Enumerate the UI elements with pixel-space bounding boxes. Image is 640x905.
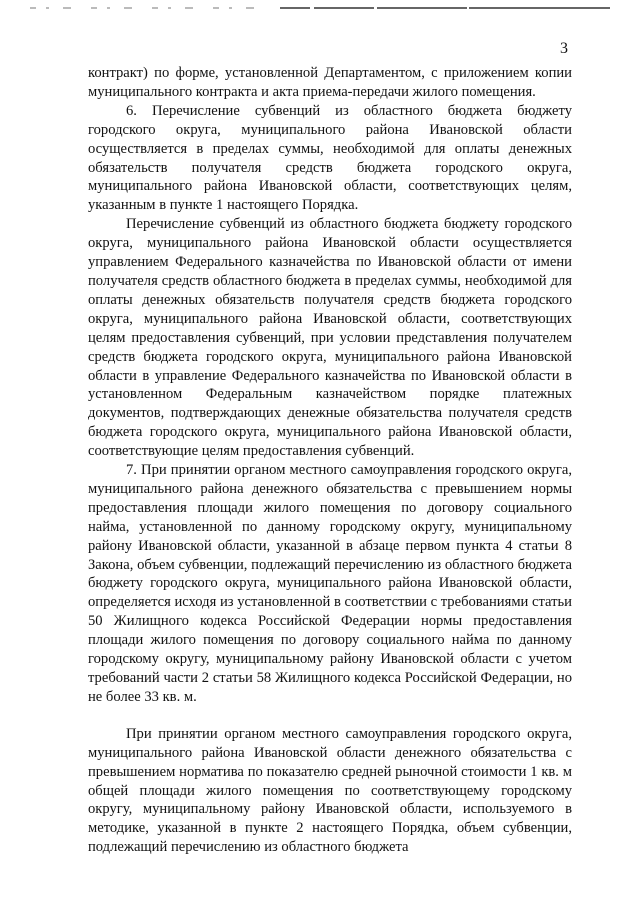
scan-artifact-line: [30, 5, 610, 11]
paragraph-continuation: контракт) по форме, установленной Департаментом, с приложением копии муниципального контракта и акта приема-передачи жилого помещения.: [88, 65, 572, 100]
paragraph-transfer-procedure: Перечисление субвенций из областного бюджета бюджету городского округа, муниципального района Ивановской области осуществляется управлением Федерального казначейства по Ивановской области от имени получателя средств областного бюджета в пределах суммы, необходимой для оплаты денежных обязательств получателя средств бюджета городского округа, муниципального района Ивановской области, соответствующих целям предоставления субвенций, при условии представления получателем средств бюджета городского округа, муниципального района Ивановской области в управление Федерального казначейства по Ивановской области в установленном Федеральным казначейством порядке платежных документов, подтверждающих денежные обязательства получателя средств бюджета городского округа, муниципального района Ивановской области, соответствующие целям предоставления субвенций.: [88, 216, 572, 460]
paragraph-market-cost: При принятии органом местного самоуправления городского округа, муниципального района Ивановской области денежного обязательства с превышением норматива по показателю средней рыночной стоимости 1 кв. м общей площади жилого помещения по соответствующему городскому округу, муниципальному району Ивановской области, используемого в методике, указанной в пункте 2 настоящего Порядка, объем субвенции, подлежащий перечислению из областного бюджета: [88, 725, 572, 856]
paragraph-item-7: 7. При принятии органом местного самоуправления городского округа, муниципального района денежного обязательства с превышением нормы предоставления площади жилого помещения по договору социального найма, установленной по данному городскому округу, муниципальному району Ивановской области, указанной в абзаце первом пункта 4 статьи 8 Закона, объем субвенции, подлежащий перечислению из областного бюджета бюджету городского округа, муниципального района Ивановской области, определяется исходя из установленной в соответствии с требованиями статьи 50 Жилищного кодекса Российской Федерации нормы предоставления площади жилого помещения по договору социального найма по данному городскому округу, муниципальному району Ивановской области с учетом требований части 2 статьи 58 Жилищного кодекса Российской Федерации, но не более 33 кв. м.: [88, 462, 572, 705]
document-body: [88, 64, 572, 857]
page-number: 3: [560, 40, 568, 57]
paragraph-item-6: 6. Перечисление субвенций из областного бюджета бюджету городского округа, муниципального района Ивановской области осуществляется в пределах суммы, необходимой для оплаты денежных обязательств получателя средств бюджета городского округа, муниципального района Ивановской области, соответствующих целям, указанным в пункте 1 настоящего Порядка.: [88, 102, 572, 214]
